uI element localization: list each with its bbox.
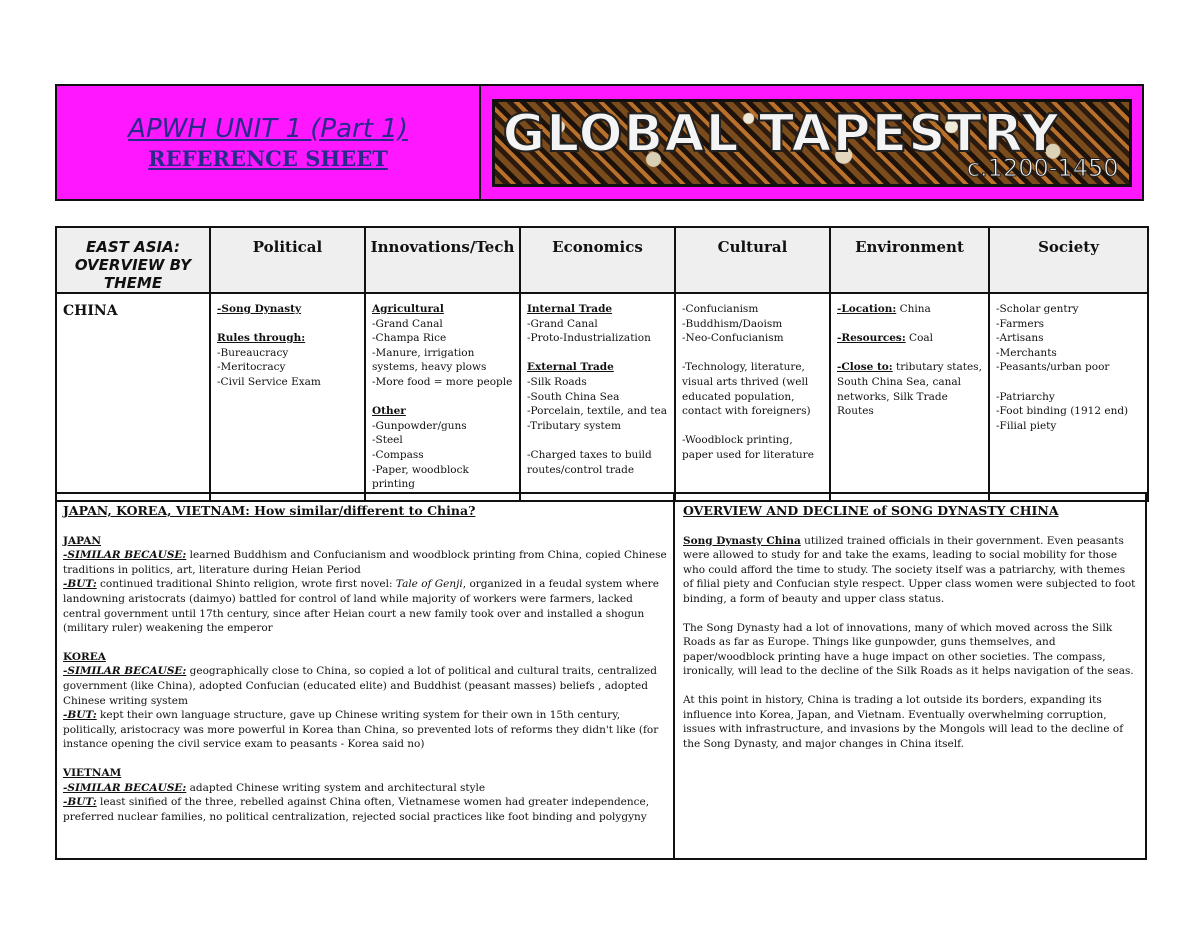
column-header-environment: Environment — [830, 227, 989, 293]
overview-paragraph-2: The Song Dynasty had a lot of innovations, many of which moved across the Silk Roads as far as Europe. Things like gunpowder, guns themselves, and paper/woodblock printing have a huge impact on other societies. The compass, ironically, will lead to the decline of the Silk Roads as it helps navigation of the seas. — [683, 621, 1134, 678]
but-text: continued traditional Shinto religion, wrote first novel: — [96, 578, 396, 591]
innovations-item: -Compass — [372, 448, 424, 461]
song-dynasty-overview-box — [675, 494, 1145, 858]
innovations-item: -Steel — [372, 434, 403, 447]
similar-text: adapted Chinese writing system and architectural style — [186, 781, 486, 794]
economics-item: -Tributary system — [527, 419, 621, 432]
close-to-value: tributary states, South China Sea, canal networks, Silk Trade Routes — [837, 361, 982, 418]
neighbors-comparison-box — [57, 494, 675, 858]
innovations-item: -More food = more people — [372, 375, 513, 388]
banner-block — [481, 86, 1142, 199]
column-header-innovations: Innovations/Tech — [365, 227, 520, 293]
japan-similar — [63, 548, 667, 577]
political-song: -Song Dynasty — [217, 303, 302, 315]
economics-item: -Proto-Industrialization — [527, 332, 651, 345]
economics-taxes: -Charged taxes to build routes/control trade — [527, 448, 652, 476]
cell-economics — [520, 293, 675, 501]
but-label: -BUT: — [63, 796, 97, 809]
environment-resources — [837, 331, 982, 346]
comparison-section — [55, 492, 1147, 860]
overview-paragraph-1 — [683, 534, 1137, 607]
cultural-woodblock: -Woodblock printing, paper used for literature — [682, 434, 814, 461]
economics-item: -Grand Canal — [527, 317, 598, 330]
banner-title: GLOBAL TAPESTRY — [502, 103, 1060, 164]
location-label: -Location: — [837, 303, 897, 315]
theme-header-row — [56, 227, 1148, 293]
cell-environment — [830, 293, 989, 501]
society-item: -Patriarchy — [996, 390, 1055, 403]
column-header-economics: Economics — [520, 227, 675, 293]
innovations-item: -Paper, woodblock printing — [372, 463, 469, 491]
korea-similar — [63, 664, 667, 708]
but-text: kept their own language structure, gave up Chinese writing system for their own in 15th century, politically, aristocracy was more powerful in Korea than China, so prevented lots of reforms they didn't like (for instance opening the civil service exam to peasants - Korea said no) — [63, 709, 659, 751]
global-tapestry-banner-image — [492, 99, 1132, 187]
vietnam-similar — [63, 781, 667, 796]
resources-label: -Resources: — [837, 332, 906, 345]
cell-political — [210, 293, 365, 501]
society-item: -Artisans — [996, 332, 1044, 345]
column-header-society: Society — [989, 227, 1148, 293]
japan-but — [63, 577, 667, 635]
neighbors-heading: JAPAN, KOREA, VIETNAM: How similar/different to China? — [63, 503, 476, 518]
cell-cultural — [675, 293, 830, 501]
corner-line-2: OVERVIEW BY THEME — [74, 256, 192, 292]
political-item: -Meritocracy — [217, 361, 286, 374]
cultural-item: -Confucianism — [682, 303, 759, 315]
column-header-political: Political — [210, 227, 365, 293]
vietnam-heading: VIETNAM — [63, 766, 122, 779]
society-item: -Merchants — [996, 346, 1057, 359]
east-asia-theme-table — [55, 226, 1149, 502]
but-label: -BUT: — [63, 709, 97, 722]
china-row — [56, 293, 1148, 501]
environment-location — [837, 302, 982, 317]
innovations-other-head: Other — [372, 405, 406, 418]
title-block — [57, 86, 481, 199]
cell-innovations — [365, 293, 520, 501]
environment-close-to — [837, 360, 982, 418]
economics-external-head: External Trade — [527, 361, 614, 374]
unit-title: APWH UNIT 1 (Part 1) — [128, 113, 408, 144]
but-label: -BUT: — [63, 578, 97, 591]
innovations-item: -Grand Canal — [372, 317, 443, 330]
vietnam-but — [63, 795, 667, 824]
similar-text: geographically close to China, so copied a lot of political and cultural traits, centralized government (like China), adopted Confucian (educated elite) and Buddhist (peasant masses) beliefs , adopted Chinese writing system — [63, 665, 657, 707]
economics-item: -South China Sea — [527, 390, 620, 403]
economics-item: -Silk Roads — [527, 375, 587, 388]
japan-heading: JAPAN — [63, 534, 101, 547]
but-text: least sinified of the three, rebelled against China often, Vietnamese women had greater independence, preferred nuclear families, no political centralization, rejected social practices like foot binding and polygyny — [63, 796, 650, 823]
cultural-tech: -Technology, literature, visual arts thrived (well educated population, contact with foreigners) — [682, 361, 811, 418]
reference-sheet-title: REFERENCE SHEET — [148, 145, 388, 171]
song-dynasty-label: Song Dynasty China — [683, 534, 801, 547]
innovations-agri-head: Agricultural — [372, 303, 444, 315]
society-item: -Scholar gentry — [996, 303, 1079, 315]
title-banner — [55, 84, 1144, 201]
novel-title: Tale of Genji — [395, 578, 463, 591]
overview-paragraph-3: At this point in history, China is trading a lot outside its borders, expanding its influence into Korea, Japan, and Vietnam. Eventually overwhelming corruption, issues with infrastructure, and invasions by the Mongols will lead to the decline of the Song Dynasty, and major changes in China itself. — [683, 693, 1124, 750]
economics-item: -Porcelain, textile, and tea — [527, 405, 667, 418]
similar-text: learned Buddhism and Confucianism and woodblock printing from China, copied Chinese traditions in politics, art, literature during Heian Period — [63, 549, 667, 576]
corner-cell — [56, 227, 210, 293]
society-item: -Foot binding (1912 end) — [996, 405, 1129, 418]
similar-label: -SIMILAR BECAUSE: — [63, 549, 187, 562]
overview-heading: OVERVIEW AND DECLINE of SONG DYNASTY CHINA — [683, 503, 1059, 518]
cell-society — [989, 293, 1148, 501]
society-item: -Filial piety — [996, 419, 1057, 432]
similar-label: -SIMILAR BECAUSE: — [63, 665, 187, 678]
close-to-label: -Close to: — [837, 361, 893, 374]
banner-dates: c.1200-1450 — [966, 153, 1119, 182]
political-item: -Civil Service Exam — [217, 375, 321, 388]
cultural-item: -Neo-Confucianism — [682, 332, 784, 345]
korea-heading: KOREA — [63, 650, 106, 663]
corner-line-1: EAST ASIA: — [86, 238, 180, 256]
innovations-item: -Manure, irrigation systems, heavy plows — [372, 346, 487, 374]
row-label-china: CHINA — [56, 293, 210, 501]
society-item: -Farmers — [996, 317, 1044, 330]
similar-label: -SIMILAR BECAUSE: — [63, 781, 187, 794]
political-item: -Bureaucracy — [217, 346, 289, 359]
economics-internal-head: Internal Trade — [527, 303, 613, 315]
column-header-cultural: Cultural — [675, 227, 830, 293]
cultural-item: -Buddhism/Daoism — [682, 317, 783, 330]
innovations-item: -Champa Rice — [372, 332, 447, 345]
but-text: , organized in a feudal system where landowning aristocrats (daimyo) battled for control of land while majority of workers were farmers, lacked central government until 17th century, since after Heian court a new family took over and installed a shogun (military ruler) weakening the emperor — [63, 578, 659, 635]
political-rules-head: Rules through: — [217, 332, 306, 345]
society-item: -Peasants/urban poor — [996, 361, 1110, 374]
resources-value: Coal — [905, 332, 934, 345]
location-value: China — [896, 303, 931, 315]
innovations-item: -Gunpowder/guns — [372, 419, 467, 432]
paragraph-text: utilized trained officials in their government. Even peasants were allowed to study for and take the exams, leading to social mobility for those who could afford the time to study. The society itself was a patriarchy, with themes of filial piety and Confucian style respect. Upper class women were subjected to foot binding, a form of beauty and upper class status. — [683, 534, 1136, 605]
korea-but — [63, 708, 667, 752]
